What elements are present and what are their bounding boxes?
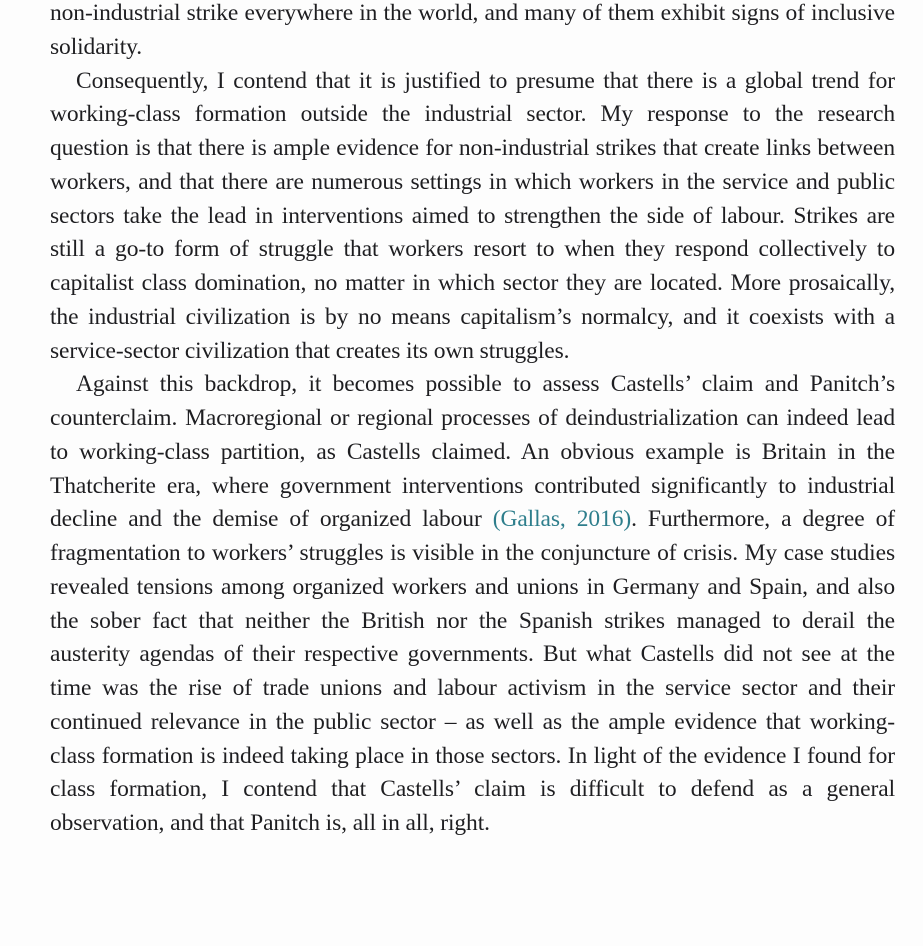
paragraph (50, 368, 895, 841)
text-run: Consequently, I contend that it is justified to presume that there is a global trend for working-class formation outside the industrial sector. My response to the research question is that there is ample evidence for non-industrial strikes that create links between workers, and that there are numerous settings in which workers in the service and public sectors take the lead in interventions aimed to strengthen the side of labour. Strikes are still a go-to form of struggle that workers resort to when they respond collectively to capitalist class domination, no matter in which sector they are located. More prosaically, the industrial civilization is by no means capitalism’s normalcy, and it coexists with a service-sector civilization that creates its own struggles. (50, 67, 895, 364)
text-run: Against this backdrop, it becomes possible to assess Castells’ claim and Panitch’s counterclaim. Macroregional or regional processes of deindustrialization can indeed lead to working-class partition, as Castells claimed. An obvious example is Britain in the Thatcherite era, where government interventions contributed significantly to industrial decline and the demise of organized labour (50, 371, 895, 533)
text-run: . Furthermore, a degree of fragmentation to workers’ struggles is visible in the conjuncture of crisis. My case studies revealed tensions among organized workers and unions in Germany and Spain, and also the sober fact that neither the British nor the Spanish strikes managed to derail the austerity agendas of their respective governments. But what Castells did not see at the time was the rise of trade unions and labour activism in the service sector and their continued relevance in the public sector – as well as the ample evidence that working-class formation is indeed taking place in those sectors. In light of the evidence I found for class formation, I contend that Castells’ claim is difficult to defend as a general observation, and that Panitch is, all in all, right. (50, 506, 895, 836)
body-text (50, 0, 895, 841)
citation-link[interactable]: (Gallas, 2016) (492, 506, 632, 533)
paragraph (50, 0, 895, 65)
text-run: non-industrial strike everywhere in the world, and many of them exhibit signs of inclusive solidarity. (50, 0, 895, 60)
paragraph (50, 65, 895, 369)
